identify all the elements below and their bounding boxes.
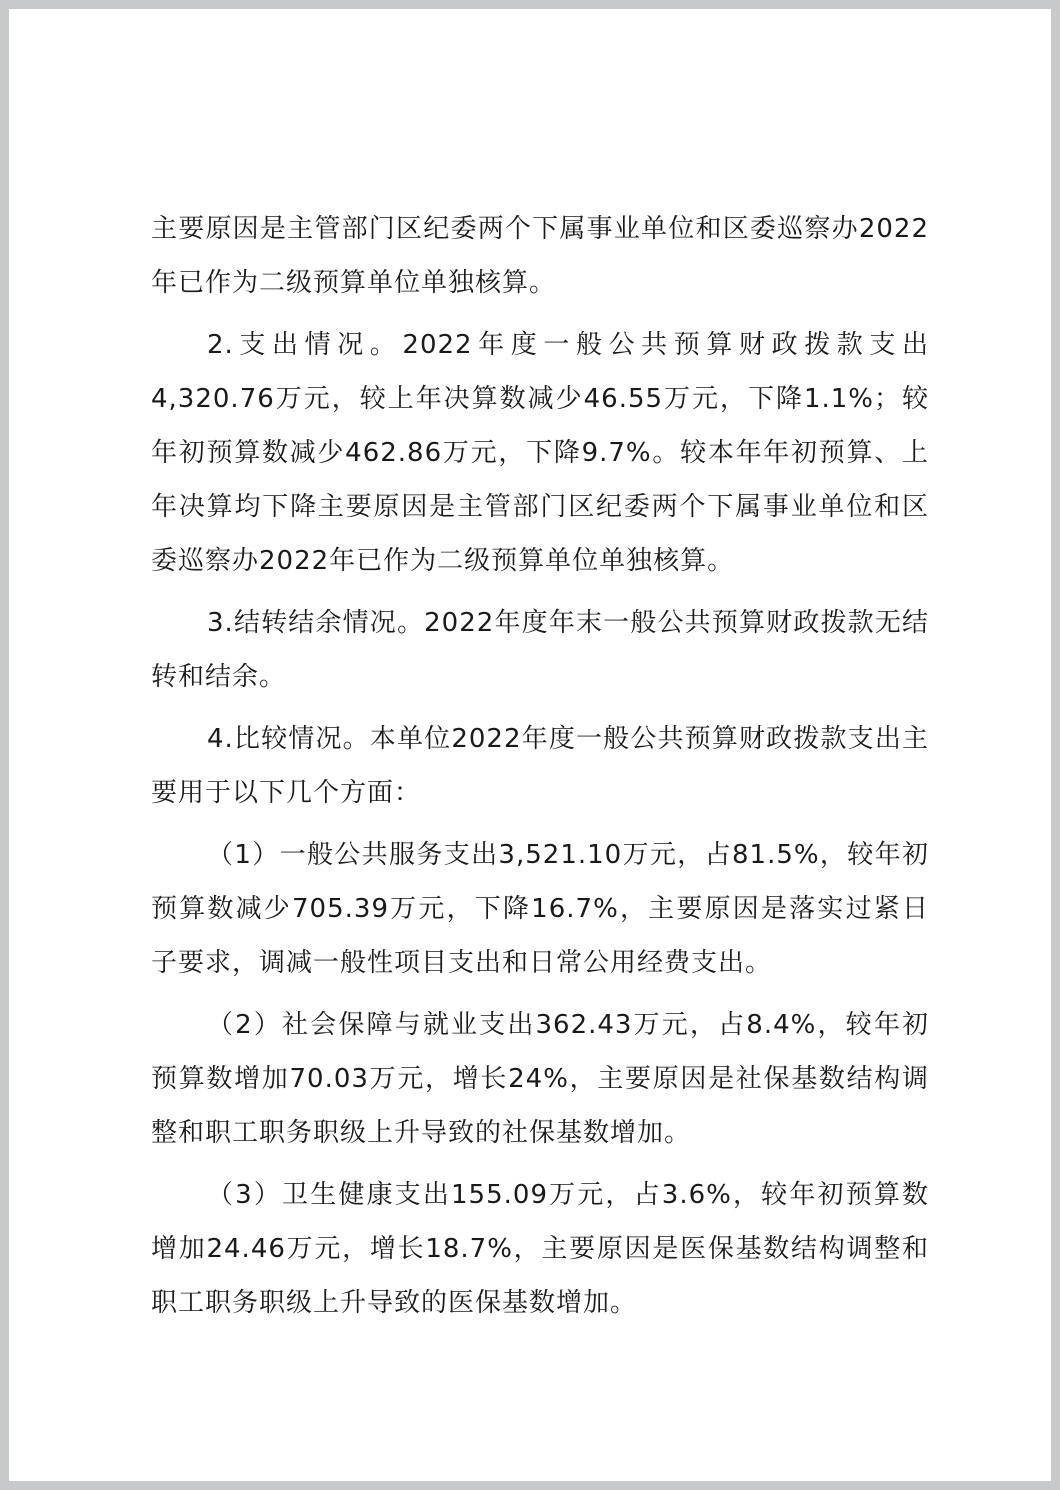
paragraph-item-2: （2）社会保障与就业支出362.43万元，占8.4%，较年初预算数增加70.03万元，增长24%，主要原因是社保基数结构调整和职工职务职级上升导致的社保基数增加。 (151, 1010, 929, 1148)
document-page (9, 9, 1051, 1481)
paragraph-item-3: （3）卫生健康支出155.09万元，占3.6%，较年初预算数增加24.46万元，增长18.7%，主要原因是医保基数结构调整和职工职务职级上升导致的医保基数增加。 (151, 1180, 929, 1318)
paragraph-comparison: 4.比较情况。本单位2022年度一般公共预算财政拨款支出主要用于以下几个方面： (151, 724, 929, 808)
paragraph-expenditure: 2.支出情况。2022年度一般公共预算财政拨款支出4,320.76万元，较上年决算数减少46.55万元，下降1.1%；较年初预算数减少462.86万元，下降9.7%。较本年年初预算、上年决算均下降主要原因是主管部门区纪委两个下属事业单位和区委巡察办2022年已作为二级预算单位单独核算。 (151, 330, 929, 576)
paragraph-item-1: （1）一般公共服务支出3,521.10万元，占81.5%，较年初预算数减少705.39万元，下降16.7%，主要原因是落实过紧日子要求，调减一般性项目支出和日常公用经费支出。 (151, 840, 929, 978)
paragraph-carryover: 3.结转结余情况。2022年度年末一般公共预算财政拨款无结转和结余。 (151, 608, 929, 692)
document-body (151, 202, 929, 1338)
paragraph-continuation: 主要原因是主管部门区纪委两个下属事业单位和区委巡察办2022年已作为二级预算单位单独核算。 (151, 214, 929, 298)
